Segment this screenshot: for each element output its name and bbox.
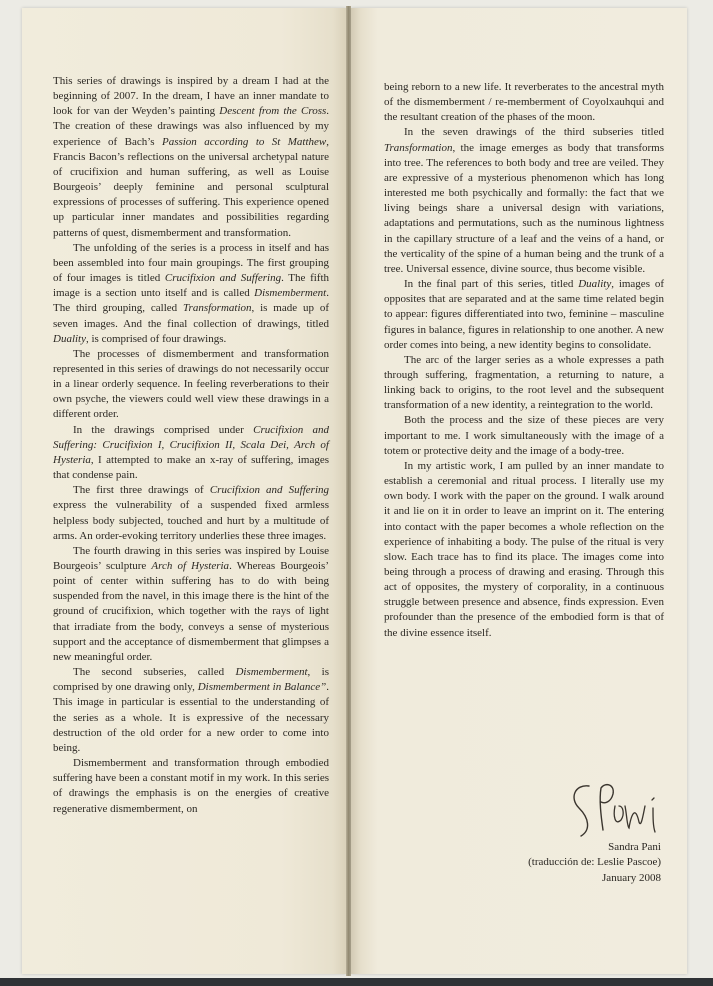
text-run: , is comprised of four drawings. — [86, 332, 227, 345]
text-run: In my artistic work, I am pulled by an inner mandate to establish a ceremonial and ritual process. I literally use my own body. I work with the paper on the ground. I walk around it and lie on it in order to leave an imprint on it. The entering into contact with the paper becomes a whole reflection on the experience of inhabiting a body. The pulse of the ritual is very slow. Each trace has to find its place. The images come into being through a process of drawing and erasing. Through this act of opposites, the mystery of corporality, in a continuous struggle between presence and absence, finds expression. Even profounder than the presence of the embodied form is that of the divine essence itself. — [384, 459, 664, 639]
viewer-bottom-bar — [0, 978, 713, 986]
italic-title: Transformation — [384, 141, 453, 154]
author-name: Sandra Pani — [608, 841, 661, 853]
paragraph — [384, 80, 664, 125]
text-run: The processes of dismemberment and transformation represented in this series of drawings do not necessarily occur in a linear orderly sequence. In feeling reverberations to their own psyche, the viewers could well view these drawings in a different order. — [53, 347, 329, 421]
translation-credit: (traducción de: Leslie Pascoe) — [528, 856, 661, 869]
text-run: Dismemberment and transformation through embodied suffering have been a constant motif in my work. In this series of drawings the emphasis is on the energies of creative regenerative dismemberment, on — [53, 757, 329, 815]
italic-title: Dismemberment — [235, 666, 308, 679]
paragraph — [53, 347, 329, 423]
italic-title: Duality — [578, 278, 612, 291]
text-run: The arc of the larger series as a whole expresses a path through suffering, fragmentation, a returning to nature, a linking back to origins, to the root level and the subsequent transformation of a new identity, a reintegration to the world. — [384, 353, 664, 412]
text-run: Both the process and the size of these pieces are very important to me. I work simultaneously with the image of a totem or protective deity and the image of a body-tree. — [384, 414, 664, 457]
italic-title: Descent from the Cross — [219, 105, 327, 118]
text-run: . The fifth image is a section unto itself and is called — [53, 272, 330, 300]
right-text-column — [384, 80, 664, 641]
text-run: , the image emerges as body that transforms into tree. The references to both body and tree are veiled. They are expressive of a mysterious phenomenon which has long interested me both psychically and formally: the fact that we living beings share a universal design with variations, adaptations and permutations, such as the numinous lightness in the capillary structure of a leaf and the veins of a hand, or the verticality of the spine of a human being and the trunk of a tree. Universal essence, divine source, thus become visible. — [384, 141, 664, 275]
italic-title: Crucifixion and Suffering — [209, 484, 329, 497]
italic-title: Transformation — [183, 302, 252, 315]
text-run: express the vulnerability of a suspended fixed armless helpless body subjected, touched and hurt by a multitude of arms. An order-evoking territory underlies these three images. — [53, 499, 329, 542]
left-page — [22, 8, 346, 974]
italic-title: Crucifixion and Suffering — [164, 272, 282, 285]
paragraph — [53, 423, 329, 484]
italic-title: Dismemberment in Balance” — [197, 681, 327, 694]
text-run: In the seven drawings of the third subseries titled — [404, 126, 664, 139]
paragraph — [53, 665, 329, 756]
signature-block — [528, 840, 661, 886]
text-run: In the final part of this series, titled — [404, 278, 579, 291]
text-run: being reborn to a new life. It reverberates to the ancestral myth of the dismemberment / re-memberment of Coyolxauhqui and the resultant creation of the phases of the moon. — [384, 81, 664, 124]
text-run: The unfolding of the series is a process in itself and has been assembled into four main groupings. The first grouping of four images is titled — [53, 241, 329, 285]
handwritten-signature — [567, 776, 667, 846]
text-run: The first three drawings of — [73, 484, 210, 497]
text-run: , I attempted to make an x-ray of suffering, images that condense pain. — [53, 453, 329, 482]
text-run: , is comprised by one drawing only, — [53, 666, 329, 694]
right-page — [351, 8, 687, 974]
paragraph — [53, 241, 329, 347]
paragraph — [384, 459, 664, 641]
text-run: . This image in particular is essential to the understanding of the series as a whole. It is expressive of the necessary destruction of the old order for a new order to come into being. — [53, 681, 330, 754]
paragraph — [53, 544, 329, 665]
text-run: . Whereas Bourgeois’ point of center within suffering has to do with being suspended from the navel, in this image there is the hint of the ground of crucifixion, which together with the rays of light that irradiate from the body, conveys a sense of mysterious support and the acceptance of dismemberment that glimpses a new meaningful order. — [53, 560, 329, 663]
text-run: , Francis Bacon’s reflections on the universal archetypal nature of crucifixion and human suffering, as well as Louise Bourgeois’ deeply feminine and personal sculptural expressions of processes of suffering. This experience opened up particular inner mandates and possibilities regarding patterns of quest, dismemberment and transformation. — [53, 135, 329, 239]
text-run: . The creation of these drawings was also influenced by my experience of Bach’s — [53, 105, 329, 148]
italic-title: Duality — [53, 332, 86, 345]
text-run: The fourth drawing in this series was inspired by Louise Bourgeois’ sculpture — [53, 544, 329, 572]
paragraph — [384, 413, 664, 458]
text-run: , images of opposites that are separated and at the same time related begin to appear: figures differentiated into two, feminine – masculine figures in balance, figures in relationship to one another. A new order comes into being, a new identity begins to consolidate. — [384, 278, 664, 351]
text-run: In the drawings comprised under — [73, 423, 254, 436]
left-text-column — [53, 74, 329, 817]
paragraph — [53, 74, 329, 241]
paragraph — [384, 353, 664, 414]
italic-title: Dismemberment — [254, 287, 327, 300]
italic-title: Passion according to St Matthew — [161, 135, 327, 148]
signature-date: January 2008 — [602, 871, 661, 884]
paragraph — [53, 483, 329, 544]
paragraph — [384, 277, 664, 353]
paragraph — [53, 756, 329, 817]
italic-title: Crucifixion and Suffering: Crucifixion I, Crucifixion II, Scala Dei, Arch of Hysteria — [53, 423, 329, 466]
text-run: , is made up of seven images. And the final collection of drawings, titled — [53, 302, 329, 330]
italic-title: Arch of Hysteria — [151, 560, 230, 572]
text-run: This series of drawings is inspired by a dream I had at the beginning of 2007. In the dream, I have an inner mandate to look for van der Weyden’s painting — [53, 75, 329, 118]
text-run: The second subseries, called — [73, 666, 236, 679]
paragraph — [384, 125, 664, 277]
text-run: . The third grouping, called — [53, 287, 329, 315]
